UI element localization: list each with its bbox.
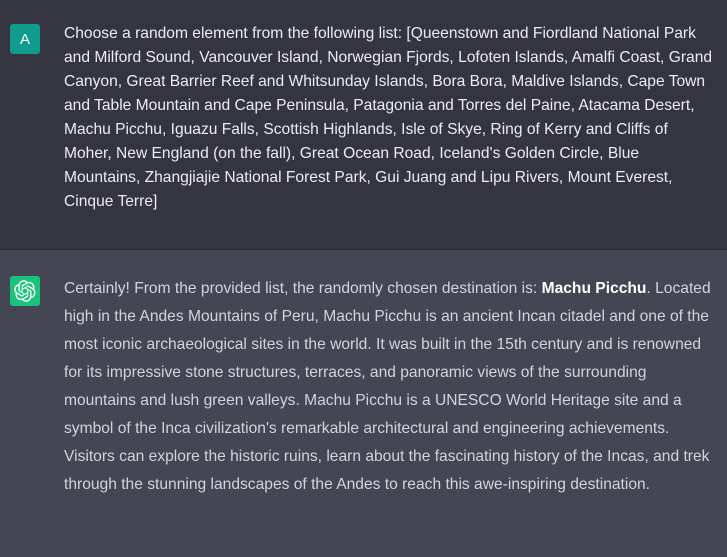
user-message-text: Choose a random element from the following list: [Queenstown and Fiordland National Park and Milford Sound, Vancouver Island, Norwegian Fjords, Lofoten Islands, Amalfi Coast, Grand Canyon, Great Barrier Reef and Whitsunday Islands, Bora Bora, Maldive Islands, Cape Town and Table Mountain and Cape Peninsula, Patagonia and Torres del Paine, Atacama Desert, Machu Picchu, Iguazu Falls, Scottish Highlands, Isle of Skye, Ring of Kerry and Cliffs of Moher, New England (on the fall), Great Ocean Road, Iceland's Golden Circle, Blue Mountains, Zhangjiajie National Forest Park, Gui Juang and Lipu Rivers, Mount Everest, Cinque Terre] bbox=[64, 25, 713, 210]
user-avatar-letter: A bbox=[19, 30, 30, 48]
assistant-avatar bbox=[10, 276, 40, 306]
chosen-destination: Machu Picchu bbox=[541, 280, 647, 297]
openai-logo-icon bbox=[14, 280, 36, 302]
assistant-body: Located high in the Andes Mountains of Peru, Machu Picchu is an ancient Incan citadel and one of the most iconic archaeological sites in the world. It was built in the 15th century and is renowned for its impressive stone structures, terraces, and panoramic views of the surrounding mountains and lush green valleys. Machu Picchu is a UNESCO World Heritage site and a symbol of the Inca civilization's remarkable architectural and engineering achievements. Visitors can explore the historic ruins, learn about the fascinating history of the Incas, and trek through the stunning landscapes of the Andes to reach this awe-inspiring destination. bbox=[64, 280, 711, 493]
user-avatar bbox=[10, 24, 40, 54]
assistant-message bbox=[0, 250, 727, 557]
assistant-message-text bbox=[64, 275, 717, 499]
assistant-intro-end: . bbox=[646, 280, 651, 297]
user-message bbox=[0, 0, 727, 250]
assistant-intro: Certainly! From the provided list, the randomly chosen destination is: bbox=[64, 280, 542, 297]
